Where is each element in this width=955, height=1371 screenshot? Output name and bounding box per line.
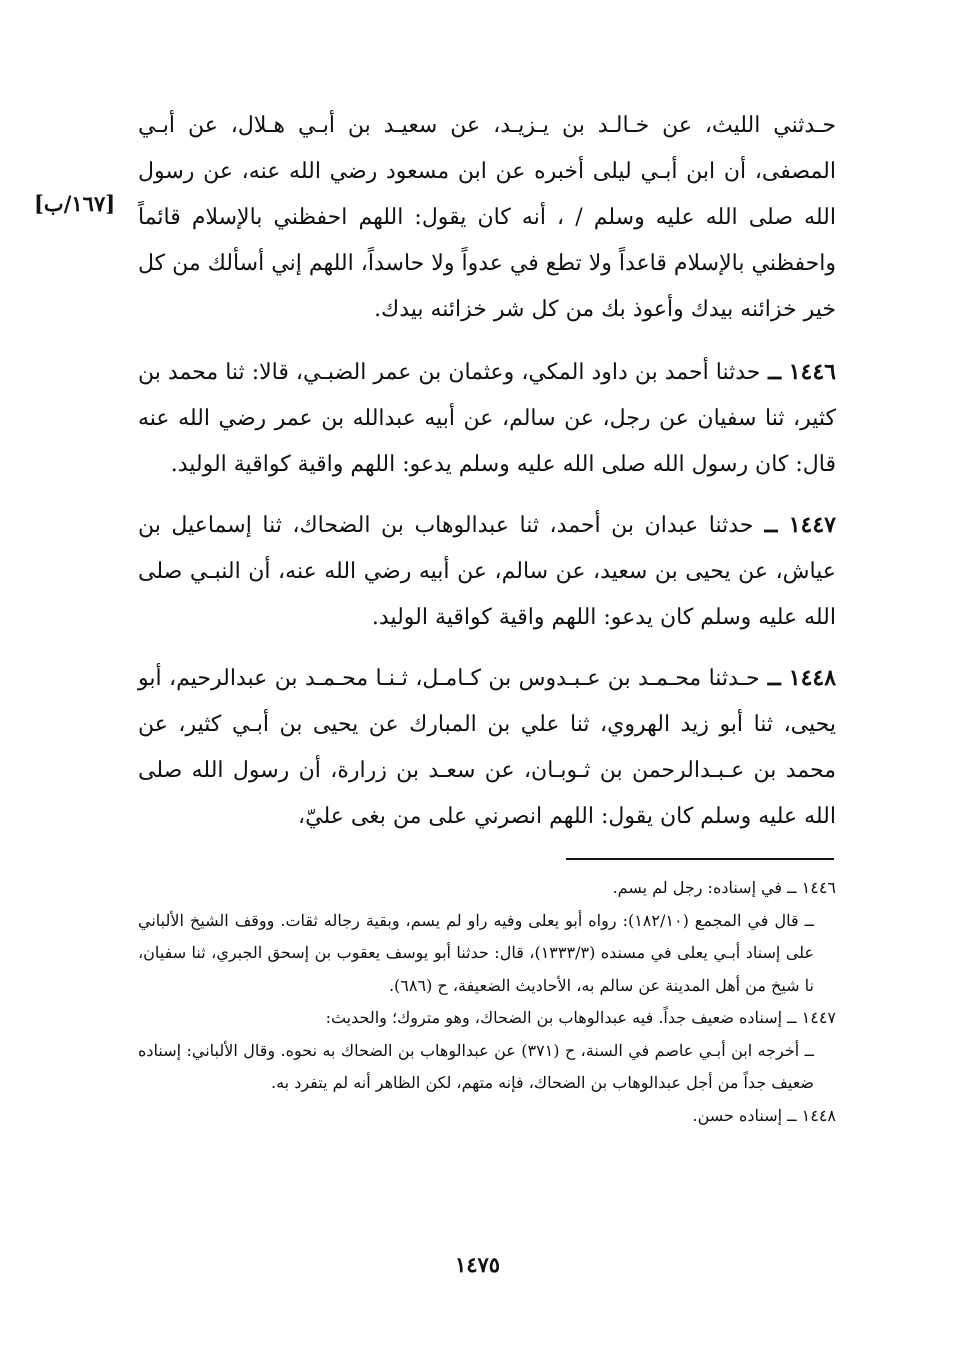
main-text <box>138 103 836 854</box>
footnote-number: ١٤٤٦ <box>801 878 836 897</box>
paragraph-text: حـدثني الليث، عن خـالـد بن يـزيـد، عن سعيـد بن أبـي هـلال، عن أبـي المصفى، أن ابن أبـي ليلى أخبره عن ابن مسعود رضي الله عنه، عن رسول الله صلى الله عليه وسلم / ، أنه كان يقول: اللهم احفظني بالإسلام قائماً واحفظني بالإسلام قاعداً ولا تطع في عدواً ولا حاسداً، اللهم إني أسألك من كل خير خزائنه بيدك وأعوذ بك من كل شر خزائنه بيدك. <box>138 113 836 322</box>
hadith-number: ١٤٤٦ <box>788 359 836 385</box>
footnotes <box>138 872 836 1132</box>
footnote-1448 <box>138 1100 836 1133</box>
manuscript-folio-note: [١٦٧/ب] <box>34 191 116 216</box>
footnote-number: ١٤٤٧ <box>801 1008 836 1027</box>
footnote-1447 <box>138 1002 836 1035</box>
footnote-1447-continued <box>138 1035 836 1100</box>
footnote-text: إسناده ضعيف جداً. فيه عبدالوهاب بن الضحاك، وهو متروك؛ والحديث: <box>325 1008 783 1027</box>
dash-separator: ــ <box>759 665 789 691</box>
hadith-1448 <box>138 655 836 840</box>
hadith-text: حـدثنا محـمـد بن عـبـدوس بن كـامـل، ثـنـا محـمـد بن عبدالرحيم، أبو يحيى، ثنا أبو زيد الهروي، ثنا علي بن المبارك عن يحيى بن أبـي كثير، عن محمد بن عـبـدالرحمن بن ثـوبـان، عن سعـد بن زرارة، أن رسول الله صلى الله عليه وسلم كان يقول: اللهم انصرني على من بغى عليّ، <box>138 666 836 829</box>
paragraph-continuation <box>138 103 836 333</box>
hadith-1447 <box>138 502 836 641</box>
page-number: ١٤٧٥ <box>454 1252 501 1277</box>
hadith-text: حدثنا عبدان بن أحمد، ثنا عبدالوهاب بن الضحاك، ثنا إسماعيل بن عياش، عن يحيى بن سعيد، عن سالم، عن أبيه رضي الله عنه، أن النبـي صلى الله عليه وسلم كان يدعو: اللهم واقية كواقية الوليد. <box>138 513 836 630</box>
hadith-1446 <box>138 349 836 488</box>
footnote-text: ــ أخرجه ابن أبـي عاصم في السنة، ح (٣٧١) عن عبدالوهاب بن الضحاك به نحوه. وقال الألباني: إسناده ضعيف جداً من أجل عبدالوهاب بن الضحاك، فإنه متهم، لكن الظاهر أنه لم يتفرد به. <box>138 1040 814 1092</box>
dash-separator: ــ <box>753 512 789 538</box>
footnote-divider <box>566 858 834 860</box>
hadith-number: ١٤٤٧ <box>788 512 836 538</box>
footnote-1446-continued <box>138 905 836 1003</box>
dash-separator: ــ <box>782 878 802 897</box>
footnote-text: إسناده حسن. <box>692 1105 783 1125</box>
dash-separator: ــ <box>760 359 789 385</box>
dash-separator: ــ <box>782 1105 802 1125</box>
footnote-number: ١٤٤٨ <box>801 1105 836 1125</box>
footnote-text: ــ قال في المجمع (١٨٢/١٠): رواه أبو يعلى وفيه راو لم يسم، وبقية رجاله ثقات. ووقف الشيخ الألباني على إسناد أبـي يعلى في مسنده (١٣٣٣/٣)، قال: حدثنا أبو يوسف يعقوب بن إسحق الجبري، ثنا سفيان، نا شيخ من أهل المدينة عن سالم به، الأحاديث الضعيفة، ح (٦٨٦). <box>138 910 814 995</box>
footnote-1446 <box>138 872 836 905</box>
dash-separator: ــ <box>782 1008 802 1027</box>
hadith-number: ١٤٤٨ <box>788 665 837 691</box>
hadith-text: حدثنا أحمد بن داود المكي، وعثمان بن عمر الضبـي، قالا: ثنا محمد بن كثير، ثنا سفيان عن رجل، عن سالم، عن أبيه عبدالله بن عمر رضي الله عنه قال: كان رسول الله صلى الله عليه وسلم يدعو: اللهم واقية كواقية الوليد. <box>138 360 836 477</box>
footnote-text: في إسناده: رجل لم يسم. <box>612 878 783 897</box>
